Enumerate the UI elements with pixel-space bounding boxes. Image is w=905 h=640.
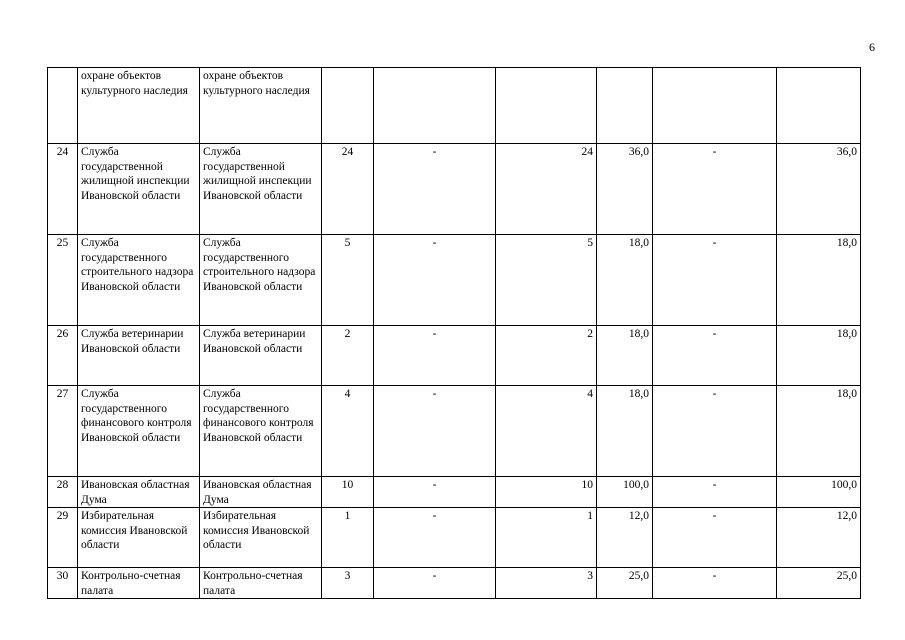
value-2: - <box>374 235 496 326</box>
agency-name: охране объектов культурного наследия <box>78 68 200 144</box>
table-row <box>48 477 861 508</box>
value-6: 18,0 <box>777 326 861 386</box>
value-5: - <box>653 568 777 599</box>
row-number: 30 <box>48 568 78 599</box>
value-1: 2 <box>322 326 374 386</box>
agency-name: Служба государственного финансового контроля Ивановской области <box>78 386 200 477</box>
row-number: 24 <box>48 144 78 235</box>
agency-name-2: Ивановская областная Дума <box>200 477 322 508</box>
table-row <box>48 508 861 568</box>
value-1 <box>322 68 374 144</box>
value-5: - <box>653 386 777 477</box>
agency-name-2: Служба ветеринарии Ивановской области <box>200 326 322 386</box>
value-4: 18,0 <box>597 326 653 386</box>
agency-name: Служба государственной жилищной инспекции Ивановской области <box>78 144 200 235</box>
table-row <box>48 144 861 235</box>
agency-name-2: Служба государственного финансового контроля Ивановской области <box>200 386 322 477</box>
row-number: 26 <box>48 326 78 386</box>
agency-name: Служба государственного строительного надзора Ивановской области <box>78 235 200 326</box>
agency-name-2: Служба государственного строительного надзора Ивановской области <box>200 235 322 326</box>
value-2 <box>374 68 496 144</box>
value-2: - <box>374 326 496 386</box>
table-row <box>48 235 861 326</box>
agency-name: Контрольно-счетная палата <box>78 568 200 599</box>
value-3: 2 <box>496 326 597 386</box>
value-3: 1 <box>496 508 597 568</box>
row-number: 27 <box>48 386 78 477</box>
value-1: 4 <box>322 386 374 477</box>
value-2: - <box>374 477 496 508</box>
value-1: 10 <box>322 477 374 508</box>
row-number: 28 <box>48 477 78 508</box>
value-4: 18,0 <box>597 235 653 326</box>
value-5 <box>653 68 777 144</box>
value-5: - <box>653 235 777 326</box>
value-3 <box>496 68 597 144</box>
value-4 <box>597 68 653 144</box>
table-row <box>48 68 861 144</box>
value-4: 12,0 <box>597 508 653 568</box>
row-number: 25 <box>48 235 78 326</box>
value-2: - <box>374 144 496 235</box>
table-row <box>48 326 861 386</box>
table-row <box>48 386 861 477</box>
value-5: - <box>653 326 777 386</box>
value-3: 24 <box>496 144 597 235</box>
agency-name: Служба ветеринарии Ивановской области <box>78 326 200 386</box>
table-row <box>48 568 861 599</box>
page-number: 6 <box>869 40 875 54</box>
value-1: 5 <box>322 235 374 326</box>
row-number: 29 <box>48 508 78 568</box>
row-number <box>48 68 78 144</box>
value-6: 25,0 <box>777 568 861 599</box>
value-2: - <box>374 386 496 477</box>
value-6: 18,0 <box>777 386 861 477</box>
agency-name-2: Контрольно-счетная палата <box>200 568 322 599</box>
value-1: 1 <box>322 508 374 568</box>
value-6: 12,0 <box>777 508 861 568</box>
data-table <box>47 67 861 599</box>
value-3: 3 <box>496 568 597 599</box>
value-3: 5 <box>496 235 597 326</box>
value-6 <box>777 68 861 144</box>
value-4: 18,0 <box>597 386 653 477</box>
value-4: 100,0 <box>597 477 653 508</box>
agency-name-2: охране объектов культурного наследия <box>200 68 322 144</box>
value-5: - <box>653 477 777 508</box>
value-4: 25,0 <box>597 568 653 599</box>
value-6: 36,0 <box>777 144 861 235</box>
agency-name: Избирательная комиссия Ивановской области <box>78 508 200 568</box>
value-6: 18,0 <box>777 235 861 326</box>
value-1: 3 <box>322 568 374 599</box>
value-3: 10 <box>496 477 597 508</box>
agency-name: Ивановская областная Дума <box>78 477 200 508</box>
value-5: - <box>653 144 777 235</box>
value-2: - <box>374 568 496 599</box>
value-3: 4 <box>496 386 597 477</box>
value-4: 36,0 <box>597 144 653 235</box>
value-2: - <box>374 508 496 568</box>
agency-name-2: Избирательная комиссия Ивановской области <box>200 508 322 568</box>
value-6: 100,0 <box>777 477 861 508</box>
value-1: 24 <box>322 144 374 235</box>
value-5: - <box>653 508 777 568</box>
agency-name-2: Служба государственной жилищной инспекции Ивановской области <box>200 144 322 235</box>
